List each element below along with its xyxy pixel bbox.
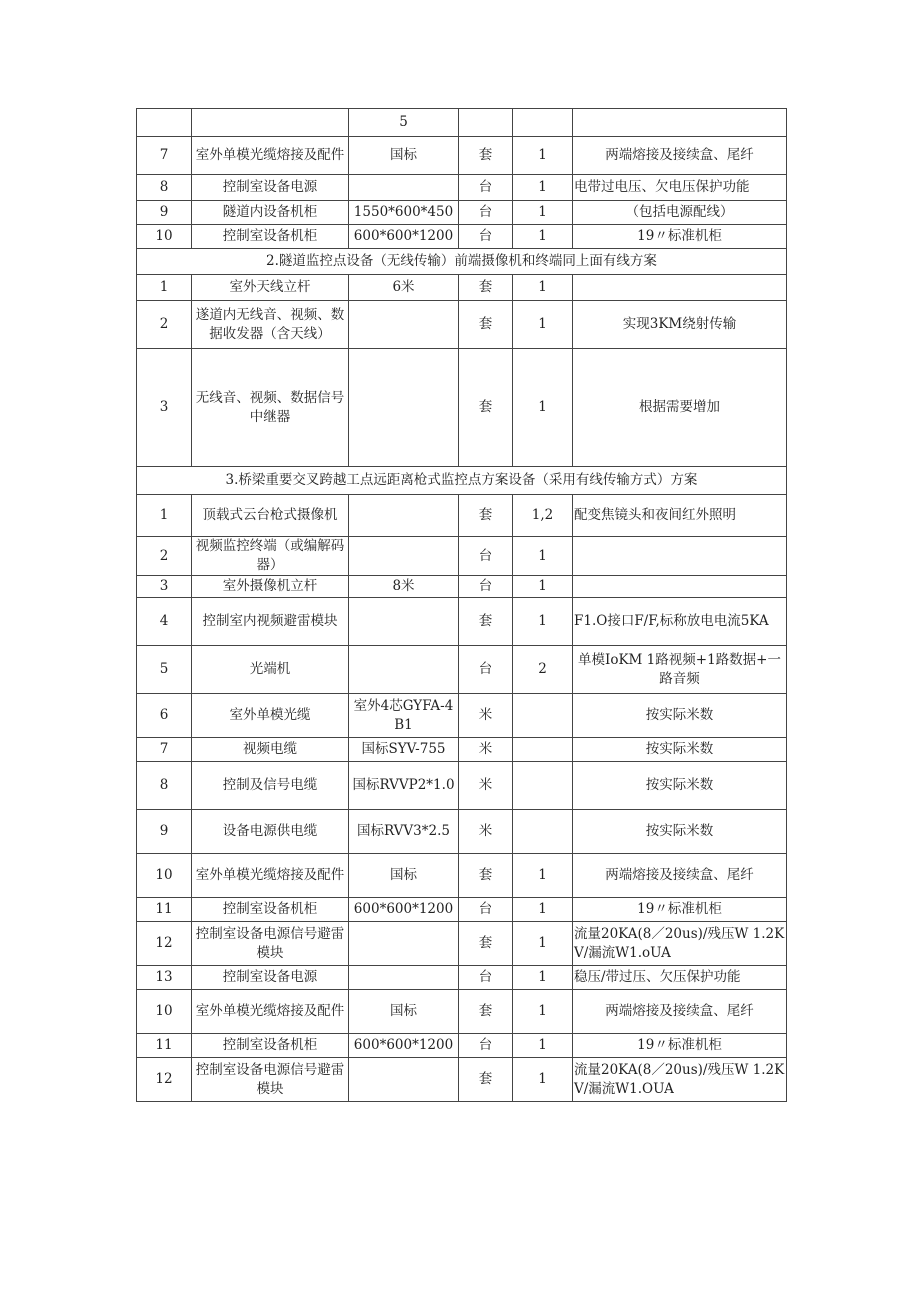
cell-number: 5 (137, 646, 192, 694)
cell-unit: 台 (459, 201, 513, 225)
cell-qty: 2 (513, 646, 573, 694)
cell-qty: 1 (513, 990, 573, 1034)
table-row (137, 966, 787, 990)
cell-spec: 600*600*1200 (349, 898, 459, 922)
table-row (137, 646, 787, 694)
cell-spec: 6米 (349, 275, 459, 301)
table-row (137, 694, 787, 738)
cell-unit: 台 (459, 646, 513, 694)
table-row (137, 275, 787, 301)
cell-note: 配变焦镜头和夜间红外照明 (573, 495, 787, 537)
cell-qty (513, 694, 573, 738)
table-row (137, 1034, 787, 1058)
cell-unit: 套 (459, 301, 513, 349)
cell-number: 7 (137, 137, 192, 175)
cell-note: 按实际米数 (573, 762, 787, 810)
cell-note: 实现3KM绕射传输 (573, 301, 787, 349)
cell-unit: 套 (459, 349, 513, 467)
section-row (137, 467, 787, 495)
cell-spec: 国标SYV-755 (349, 738, 459, 762)
cell-number: 7 (137, 738, 192, 762)
cell-name: 视频监控终端（或编解码器） (192, 537, 349, 576)
section-row (137, 249, 787, 275)
cell-number: 3 (137, 349, 192, 467)
cell-number: 12 (137, 1058, 192, 1102)
cell-note: 流量20KA(8／20us)/残压W 1.2KV/漏流W1.oUA (573, 922, 787, 966)
section-title: 3.桥梁重要交叉跨越工点远距离枪式监控点方案设备（采用有线传输方式）方案 (137, 467, 787, 495)
cell-unit: 套 (459, 922, 513, 966)
cell-unit: 套 (459, 137, 513, 175)
table-row (137, 1058, 787, 1102)
cell-unit: 米 (459, 762, 513, 810)
cell-qty (513, 762, 573, 810)
cell-number: 9 (137, 810, 192, 854)
cell-number: 8 (137, 175, 192, 201)
cell-qty: 1 (513, 137, 573, 175)
cell-unit: 台 (459, 175, 513, 201)
cell-qty: 1 (513, 854, 573, 898)
cell-note: 稳压/带过压、欠压保护功能 (573, 966, 787, 990)
cell-qty: 1 (513, 598, 573, 646)
cell-spec: 国标 (349, 137, 459, 175)
cell-qty: 1 (513, 966, 573, 990)
cell-qty: 1 (513, 349, 573, 467)
cell-number: 10 (137, 990, 192, 1034)
cell-name: 控制室内视频避雷模块 (192, 598, 349, 646)
cell-number: 11 (137, 1034, 192, 1058)
cell-qty: 1 (513, 922, 573, 966)
cell-unit: 套 (459, 990, 513, 1034)
cell-qty: 1,2 (513, 495, 573, 537)
cell-name: 光端机 (192, 646, 349, 694)
cell-qty (513, 810, 573, 854)
table-row (137, 109, 787, 137)
cell-unit: 台 (459, 537, 513, 576)
cell-spec (349, 495, 459, 537)
cell-spec (349, 966, 459, 990)
cell-number: 3 (137, 576, 192, 598)
cell-name: 遂道内无线音、视频、数据收发器（含天线） (192, 301, 349, 349)
cell-unit: 台 (459, 225, 513, 249)
cell-spec: 600*600*1200 (349, 1034, 459, 1058)
cell-name: 控制及信号电缆 (192, 762, 349, 810)
cell-qty: 1 (513, 225, 573, 249)
cell-note: 单模IoKM 1路视频+1路数据+一路音频 (573, 646, 787, 694)
cell-spec: 1550*600*450 (349, 201, 459, 225)
cell-number: 11 (137, 898, 192, 922)
cell-name: 控制室设备电源信号避雷模块 (192, 922, 349, 966)
cell-name: 顶载式云台枪式摄像机 (192, 495, 349, 537)
cell-unit: 台 (459, 576, 513, 598)
cell-name: 控制室设备机柜 (192, 898, 349, 922)
table-row (137, 495, 787, 537)
cell-spec: 国标 (349, 990, 459, 1034)
table-row (137, 738, 787, 762)
table-row (137, 576, 787, 598)
table-row (137, 762, 787, 810)
cell-note (573, 576, 787, 598)
cell-note (573, 109, 787, 137)
cell-qty: 1 (513, 537, 573, 576)
cell-unit: 台 (459, 898, 513, 922)
cell-name: 控制室设备电源 (192, 175, 349, 201)
cell-note: 电带过电压、欠电压保护功能 (573, 175, 787, 201)
cell-number: 10 (137, 225, 192, 249)
cell-spec (349, 1058, 459, 1102)
cell-qty (513, 738, 573, 762)
cell-spec (349, 598, 459, 646)
table-row (137, 175, 787, 201)
cell-note: 按实际米数 (573, 738, 787, 762)
section-title: 2.隧道监控点设备（无线传输）前端摄像机和终端同上面有线方案 (137, 249, 787, 275)
cell-note: F1.O接口F/F,标称放电电流5KA (573, 598, 787, 646)
cell-spec: 600*600*1200 (349, 225, 459, 249)
cell-spec: 室外4芯GYFA-4B1 (349, 694, 459, 738)
cell-unit (459, 109, 513, 137)
cell-name: 室外单模光缆熔接及配件 (192, 137, 349, 175)
cell-number: 4 (137, 598, 192, 646)
cell-spec: 国标 (349, 854, 459, 898)
cell-name: 控制室设备机柜 (192, 225, 349, 249)
cell-note: 19〃标准机柜 (573, 898, 787, 922)
table-row (137, 301, 787, 349)
table-row (137, 898, 787, 922)
table-row (137, 810, 787, 854)
cell-qty: 1 (513, 898, 573, 922)
table-row (137, 225, 787, 249)
cell-spec (349, 175, 459, 201)
cell-unit: 台 (459, 966, 513, 990)
table-row (137, 598, 787, 646)
cell-note: 流量20KA(8／20us)/残压W 1.2KV/漏流W1.OUA (573, 1058, 787, 1102)
cell-note: 根据需要增加 (573, 349, 787, 467)
cell-note (573, 275, 787, 301)
cell-note (573, 537, 787, 576)
cell-name: 隧道内设备机柜 (192, 201, 349, 225)
cell-note: 19〃标准机柜 (573, 225, 787, 249)
cell-note: 19〃标准机柜 (573, 1034, 787, 1058)
cell-spec: 国标RVV3*2.5 (349, 810, 459, 854)
table-row (137, 990, 787, 1034)
table-row (137, 349, 787, 467)
cell-name: 室外单模光缆熔接及配件 (192, 854, 349, 898)
cell-number: 1 (137, 495, 192, 537)
table-row (137, 537, 787, 576)
cell-note: 按实际米数 (573, 810, 787, 854)
cell-qty: 1 (513, 576, 573, 598)
cell-unit: 套 (459, 1058, 513, 1102)
cell-note: 两端熔接及接续盒、尾纤 (573, 854, 787, 898)
table-row (137, 137, 787, 175)
cell-qty: 1 (513, 175, 573, 201)
cell-qty: 1 (513, 301, 573, 349)
table-row (137, 854, 787, 898)
cell-name: 室外天线立杆 (192, 275, 349, 301)
cell-unit: 套 (459, 275, 513, 301)
cell-number: 12 (137, 922, 192, 966)
cell-qty: 1 (513, 1058, 573, 1102)
cell-note: 按实际米数 (573, 694, 787, 738)
cell-spec: 8米 (349, 576, 459, 598)
cell-spec (349, 646, 459, 694)
cell-name: 室外摄像机立杆 (192, 576, 349, 598)
cell-name: 设备电源供电缆 (192, 810, 349, 854)
cell-qty: 1 (513, 1034, 573, 1058)
cell-qty (513, 109, 573, 137)
equipment-table (136, 108, 787, 1102)
cell-number: 2 (137, 301, 192, 349)
equipment-table-body (137, 109, 787, 1102)
cell-spec (349, 349, 459, 467)
cell-unit: 米 (459, 810, 513, 854)
cell-number: 1 (137, 275, 192, 301)
cell-spec: 国标RVVP2*1.0 (349, 762, 459, 810)
cell-name: 室外单模光缆熔接及配件 (192, 990, 349, 1034)
cell-unit: 套 (459, 598, 513, 646)
cell-number: 9 (137, 201, 192, 225)
cell-name: 视频电缆 (192, 738, 349, 762)
cell-unit: 台 (459, 1034, 513, 1058)
cell-spec (349, 922, 459, 966)
table-row (137, 201, 787, 225)
cell-name: 控制室设备电源 (192, 966, 349, 990)
cell-spec (349, 301, 459, 349)
cell-name: 室外单模光缆 (192, 694, 349, 738)
cell-spec (349, 537, 459, 576)
cell-unit: 套 (459, 854, 513, 898)
cell-number (137, 109, 192, 137)
cell-number: 8 (137, 762, 192, 810)
cell-number: 10 (137, 854, 192, 898)
cell-note: 两端熔接及接续盒、尾纤 (573, 990, 787, 1034)
table-row (137, 922, 787, 966)
cell-unit: 米 (459, 738, 513, 762)
cell-name (192, 109, 349, 137)
cell-name: 无线音、视频、数据信号中继器 (192, 349, 349, 467)
cell-number: 13 (137, 966, 192, 990)
cell-note: 两端熔接及接续盒、尾纤 (573, 137, 787, 175)
cell-number: 2 (137, 537, 192, 576)
cell-qty: 1 (513, 201, 573, 225)
cell-spec: 5 (349, 109, 459, 137)
cell-number: 6 (137, 694, 192, 738)
cell-note: （包括电源配线） (573, 201, 787, 225)
cell-qty: 1 (513, 275, 573, 301)
cell-name: 控制室设备电源信号避雷模块 (192, 1058, 349, 1102)
cell-unit: 米 (459, 694, 513, 738)
cell-unit: 套 (459, 495, 513, 537)
cell-name: 控制室设备机柜 (192, 1034, 349, 1058)
